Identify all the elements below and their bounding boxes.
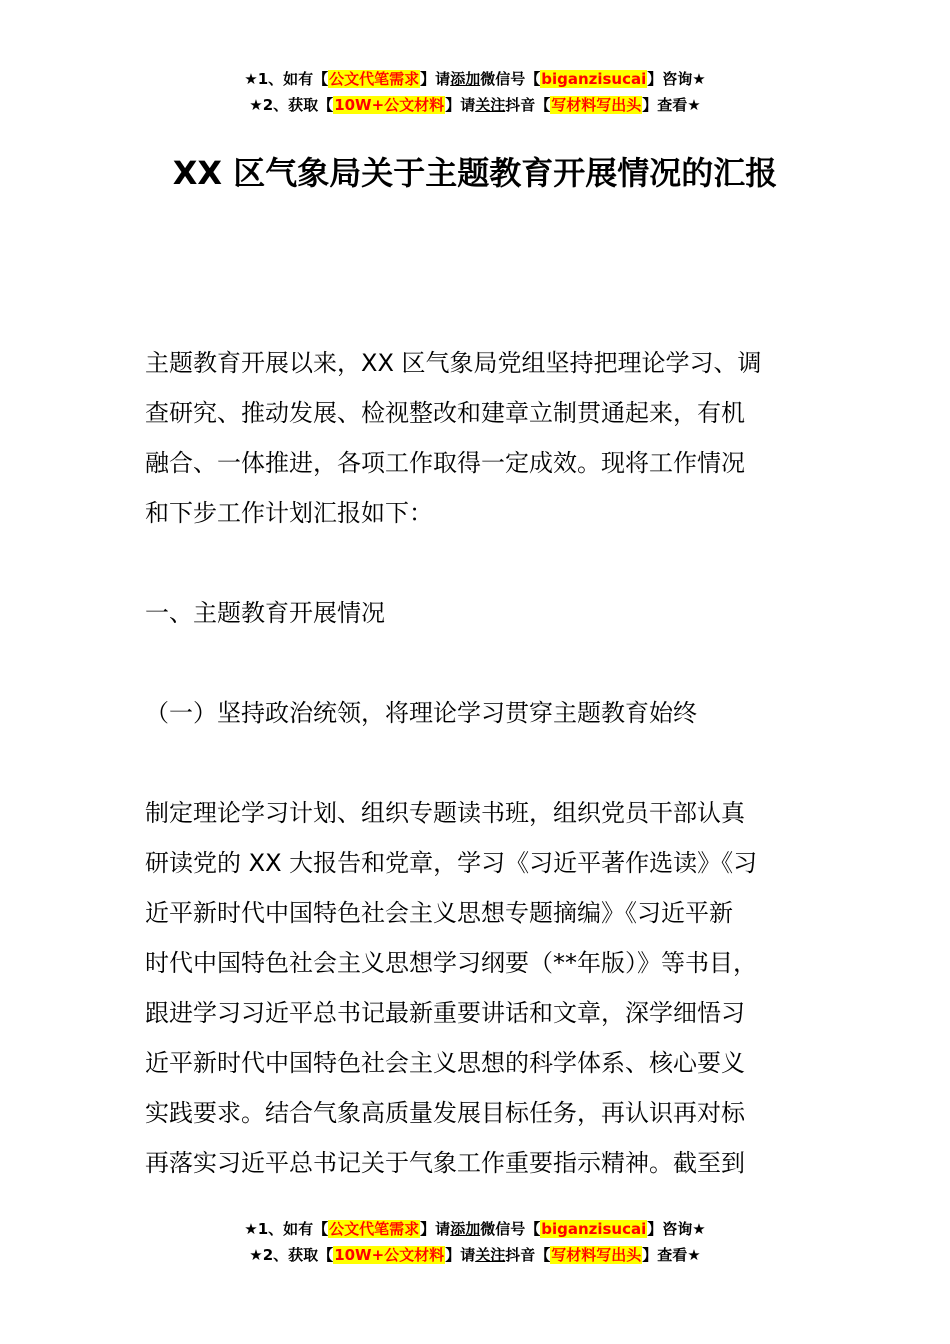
banner-highlight: 10W+公文材料 <box>334 96 445 114</box>
paragraph-gap <box>145 638 835 688</box>
text-line: 再落实习近平总书记关于气象工作重要指示精神。截至到 <box>145 1149 745 1177</box>
text-line: 查研究、推动发展、检视整改和建章立制贯通起来，有机 <box>145 399 745 427</box>
text-line: 近平新时代中国特色社会主义思想专题摘编》《习近平新 <box>145 899 733 927</box>
text-line: 近平新时代中国特色社会主义思想的科学体系、核心要义 <box>145 1049 745 1077</box>
banner-underline: 关注 <box>475 96 506 114</box>
text-line: 和下步工作计划汇报如下： <box>145 499 433 527</box>
banner-highlight: 公文代笔需求 <box>329 1220 420 1238</box>
banner-text: 】咨询★ <box>647 1220 706 1238</box>
text-line: 研读党的 XX 大报告和党章，学习《习近平著作选读》《习 <box>145 849 758 877</box>
body-paragraph <box>145 788 835 1188</box>
footer-banner <box>0 1216 950 1268</box>
banner-text: 】请 <box>420 1220 451 1238</box>
subsection-heading <box>145 688 835 738</box>
text-line: 制定理论学习计划、组织专题读书班，组织党员干部认真 <box>145 799 745 827</box>
document-title: XX 区气象局关于主题教育开展情况的汇报 <box>172 154 778 192</box>
banner-line-2 <box>0 92 950 118</box>
text-line: 实践要求。结合气象高质量发展目标任务，再认识再对标 <box>145 1099 745 1127</box>
banner-text: 】查看★ <box>642 1246 701 1264</box>
banner-text: 】请 <box>445 96 476 114</box>
heading-text: 一、主题教育开展情况 <box>145 599 385 627</box>
banner-underline: 添加 <box>450 70 481 88</box>
banner-text: 】请 <box>420 70 451 88</box>
banner-underline: 关注 <box>475 1246 506 1264</box>
banner-text: 微信号【 <box>480 70 541 88</box>
banner-highlight: 10W+公文材料 <box>334 1246 445 1264</box>
banner-text: 微信号【 <box>480 1220 541 1238</box>
paragraph-gap <box>145 738 835 788</box>
banner-underline: 添加 <box>450 1220 481 1238</box>
paragraph-gap <box>145 538 835 588</box>
banner-text: ★1、如有【 <box>244 70 329 88</box>
text-line: 时代中国特色社会主义思想学习纲要（**年版）》等书目， <box>145 949 757 977</box>
banner-highlight: 写材料写出头 <box>551 96 642 114</box>
banner-line-2 <box>0 1242 950 1268</box>
banner-line-1 <box>0 66 950 92</box>
text-line: 跟进学习习近平总书记最新重要讲话和文章，深学细悟习 <box>145 999 745 1027</box>
intro-paragraph <box>145 338 835 538</box>
banner-text: 抖音【 <box>505 1246 551 1264</box>
header-banner <box>0 66 950 118</box>
banner-text: 】查看★ <box>642 96 701 114</box>
banner-text: 抖音【 <box>505 96 551 114</box>
banner-line-1 <box>0 1216 950 1242</box>
banner-text: 】请 <box>445 1246 476 1264</box>
document-body <box>145 338 835 1188</box>
banner-text: ★1、如有【 <box>244 1220 329 1238</box>
banner-text: ★2、获取【 <box>249 1246 334 1264</box>
heading-text: （一）坚持政治统领，将理论学习贯穿主题教育始终 <box>145 699 697 727</box>
section-heading <box>145 588 835 638</box>
banner-text: ★2、获取【 <box>249 96 334 114</box>
banner-highlight: biganzisucai <box>541 70 647 88</box>
banner-highlight: 写材料写出头 <box>551 1246 642 1264</box>
banner-highlight: biganzisucai <box>541 1220 647 1238</box>
banner-highlight: 公文代笔需求 <box>329 70 420 88</box>
banner-text: 】咨询★ <box>647 70 706 88</box>
text-line: 主题教育开展以来，XX 区气象局党组坚持把理论学习、调 <box>145 349 762 377</box>
text-line: 融合、一体推进，各项工作取得一定成效。现将工作情况 <box>145 449 745 477</box>
